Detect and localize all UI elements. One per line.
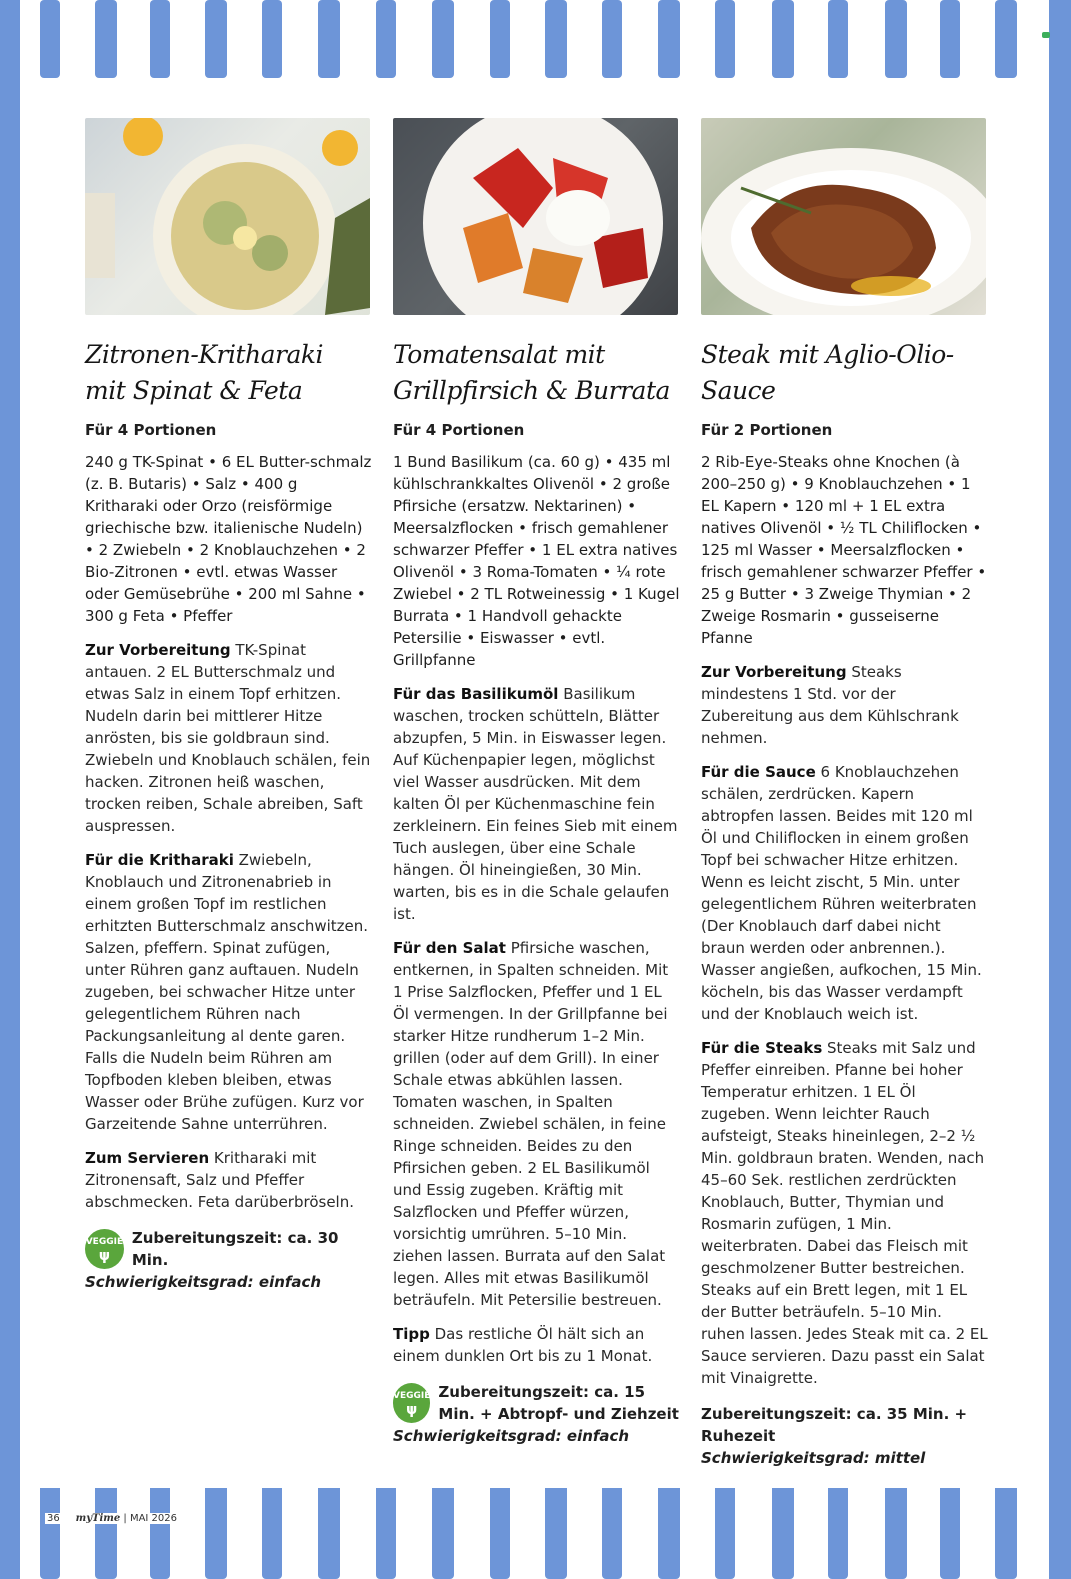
- recipe-column-1: [85, 118, 373, 1293]
- step-label: Zur Vorbereitung: [85, 641, 231, 659]
- step-salad: [393, 937, 681, 1311]
- fork-icon: ψ: [98, 1248, 110, 1264]
- step-preparation: [85, 639, 373, 837]
- prep-time: Zubereitungszeit: ca. 35 Min. + Ruhezeit: [701, 1405, 968, 1445]
- recipe-photo-steak: [701, 118, 986, 315]
- recipe-photo-tomatensalat: [393, 118, 678, 315]
- veggie-badge-icon: [85, 1229, 124, 1269]
- step-label: Tipp: [393, 1325, 430, 1343]
- portions: Für 4 Portionen: [393, 421, 525, 439]
- steak-illustration: [701, 118, 986, 315]
- issue-date: | MAI 2026: [123, 1513, 177, 1524]
- recipe-title: Zitronen-Kritharaki mit Spinat & Feta: [85, 340, 324, 405]
- step-label: Für das Basilikumöl: [393, 685, 559, 703]
- step-sauce: [701, 761, 989, 1025]
- ingredients: 240 g TK-Spinat • 6 EL Butter-schmalz (z. B. Butaris) • Salz • 400 g Kritharaki oder Orzo (reisförmige griechische bzw. italienische Nudeln) • 2 Zwiebeln • 2 Knoblauchzehen • 2 Bio-Zitronen • evtl. etwas Wasser oder Gemüsebrühe • 200 ml Sahne • 300 g Feta • Pfeffer: [85, 453, 372, 625]
- step-text: Steaks mit Salz und Pfeffer einreiben. Pfanne bei hoher Temperatur erhitzen. 1 EL Öl zugeben. Wenn leichter Rauch aufsteigt, Steaks hineinlegen, 2–2 ½ Min. goldbraun braten. Wenden, nach 45–60 Sek. restlichen zerdrückten Knoblauch, Butter, Thymian und Rosmarin zufügen, 1 Min. weiterbraten. Dabei das Fleisch mit geschmolzener Butter bestreichen. Steaks auf ein Brett legen, mit 1 EL der Butter beträufeln. 5–10 Min. ruhen lassen. Jedes Steak mit ca. 2 EL Sauce servieren. Dazu passt ein Salat mit Vinaigrette.: [701, 1039, 988, 1387]
- difficulty: Schwierigkeitsgrad: mittel: [701, 1449, 926, 1467]
- tomatensalat-illustration: [393, 118, 678, 315]
- page-number: 36: [47, 1513, 60, 1524]
- veggie-label: VEGGIE: [393, 1391, 431, 1401]
- kritharaki-illustration: [85, 118, 370, 315]
- step-label: Für die Kritharaki: [85, 851, 234, 869]
- step-label: Zur Vorbereitung: [701, 663, 847, 681]
- difficulty: Schwierigkeitsgrad: einfach: [85, 1273, 322, 1291]
- step-text: 6 Knoblauchzehen schälen, zerdrücken. Kapern abtropfen lassen. Beides mit 120 ml Öl und Chiliflocken in einem großen Topf bei schwacher Hitze erhitzen. Wenn es leicht zischt, 5 Min. unter gelegentlichem Rühren weiterbraten (Der Knoblauch darf dabei nicht braun werden oder anbrennen.). Wasser angießen, aufkochen, 15 Min. köcheln, bis das Wasser verdampft und der Knoblauch weich ist.: [701, 763, 982, 1023]
- corner-mark: [1042, 32, 1050, 38]
- step-tip: [393, 1323, 681, 1367]
- top-stripes: [0, 0, 1071, 78]
- fork-icon: ψ: [406, 1402, 418, 1418]
- step-label: Für den Salat: [393, 939, 506, 957]
- left-border-stripe: [0, 0, 20, 1579]
- page-footer: [45, 1513, 179, 1524]
- ingredients: 2 Rib-Eye-Steaks ohne Knochen (à 200–250 g) • 9 Knoblauchzehen • 1 EL Kapern • 120 ml + 1 EL extra natives Olivenöl • ½ TL Chiliflocken • 125 ml Wasser • Meersalzflocken • frisch gemahlener schwarzer Pfeffer • 25 g Butter • 3 Zweige Thymian • 2 Zweige Rosmarin • gusseiserne Pfanne: [701, 453, 987, 647]
- step-steaks: [701, 1037, 989, 1389]
- recipe-column-3: [701, 118, 989, 1469]
- brand-logo: myTime: [75, 1513, 121, 1524]
- step-text: Basilikum waschen, trocken schütteln, Blätter abzupfen, 5 Min. in Eiswasser legen. Auf Küchenpapier legen, möglichst viel Wasser ausdrücken. Mit dem kalten Öl per Küchenmaschine fein zerkleinern. Ein feines Sieb mit einem Tuch auslegen, über eine Schale hängen. Öl hineingießen, 30 Min. warten, bis es in die Schale gelaufen ist.: [393, 685, 678, 923]
- recipe-photo-kritharaki: [85, 118, 370, 315]
- step-text: Pfirsiche waschen, entkernen, in Spalten schneiden. Mit 1 Prise Salzflocken, Pfeffer und 1 EL Öl vermengen. In der Grillpfanne bei starker Hitze rundherum 1–2 Min. grillen (oder auf dem Grill). In einer Schale etwas abkühlen lassen. Tomaten waschen, in Spalten schneiden. Zwiebel schälen, in feine Ringe schneiden. Beides zu den Pfirsichen geben. 2 EL Basilikumöl und Essig zugeben. Kräftig mit Salzflocken und Pfeffer würzen, vorsichtig umrühren. 5–10 Min. ziehen lassen. Burrata auf den Salat legen. Alles mit etwas Basilikumöl beträufeln. Mit Petersilie bestreuen.: [393, 939, 669, 1309]
- step-text: Kritharaki mit Zitronensaft, Salz und Pfeffer abschmecken. Feta darüberbröseln.: [85, 1149, 354, 1211]
- recipe-meta: [701, 1403, 989, 1469]
- veggie-label: VEGGIE: [85, 1237, 124, 1247]
- recipe-meta: [393, 1381, 681, 1447]
- bottom-stripes: [0, 1483, 1071, 1579]
- step-text: TK-Spinat antauen. 2 EL Butterschmalz und etwas Salz in einem Topf erhitzen. Nudeln darin bei mittlerer Hitze anrösten, bis sie goldbraun sind. Zwiebeln und Knoblauch schälen, fein hacken. Zitronen heiß waschen, trocken reiben, Schale abreiben, Saft auspressen.: [85, 641, 371, 835]
- step-kritharaki: [85, 849, 373, 1135]
- step-text: Das restliche Öl hält sich an einem dunklen Ort bis zu 1 Monat.: [393, 1325, 653, 1365]
- step-label: Zum Servieren: [85, 1149, 210, 1167]
- step-preparation: [701, 661, 989, 749]
- step-text: Steaks mindestens 1 Std. vor der Zubereitung aus dem Kühlschrank nehmen.: [701, 663, 959, 747]
- prep-time: Zubereitungszeit: ca. 30 Min.: [131, 1229, 339, 1269]
- ingredients: 1 Bund Basilikum (ca. 60 g) • 435 ml kühlschrankkaltes Olivenöl • 2 große Pfirsiche (ersatzw. Nektarinen) • Meersalzflocken • frisch gemahlener schwarzer Pfeffer • 1 EL extra natives Olivenöl • 3 Roma-Tomaten • ¼ rote Zwiebel • 2 TL Rotweinessig • 1 Kugel Burrata • 1 Handvoll gehackte Petersilie • Eiswasser • evtl. Grillpfanne: [393, 453, 680, 669]
- prep-time: Zubereitungszeit: ca. 15 Min. + Abtropf- und Ziehzeit: [438, 1383, 679, 1423]
- step-text: Zwiebeln, Knoblauch und Zitronenabrieb in einem großen Topf im restlichen erhitzten Butterschmalz anschwitzen. Salzen, pfeffern. Spinat zufügen, unter Rühren ganz auftauen. Nudeln zugeben, bei schwacher Hitze unter gelegentlichem Rühren nach Packungsanleitung al dente garen. Falls die Nudeln beim Rühren am Topfboden kleben bleiben, etwas Wasser oder Brühe zufügen. Kurz vor Garzeitende Sahne unterrühren.: [85, 851, 369, 1133]
- step-label: Für die Steaks: [701, 1039, 823, 1057]
- recipe-column-2: [393, 118, 681, 1447]
- portions: Für 2 Portionen: [701, 421, 833, 439]
- recipe-title: Steak mit Aglio-Olio-Sauce: [701, 340, 954, 405]
- recipe-title: Tomatensalat mit Grillpfirsich & Burrata: [393, 340, 670, 405]
- veggie-badge-icon: [393, 1383, 430, 1423]
- portions: Für 4 Portionen: [85, 421, 217, 439]
- recipe-meta: [85, 1227, 373, 1293]
- step-basil-oil: [393, 683, 681, 925]
- step-label: Für die Sauce: [701, 763, 816, 781]
- right-border-stripe: [1049, 0, 1071, 1579]
- difficulty: Schwierigkeitsgrad: einfach: [393, 1427, 630, 1445]
- step-serving: [85, 1147, 373, 1213]
